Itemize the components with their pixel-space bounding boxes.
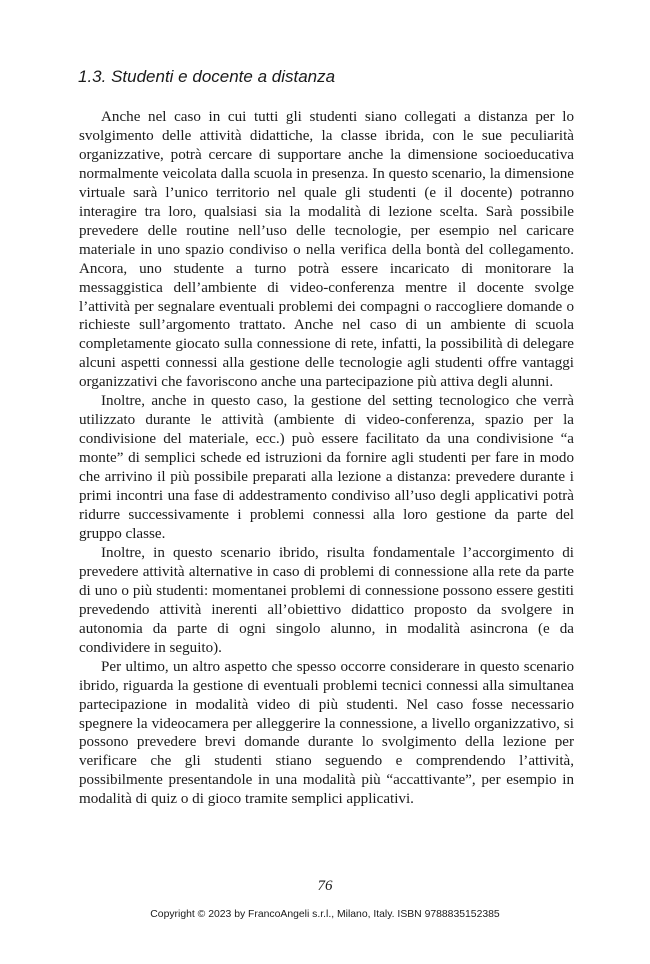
paragraph: Inoltre, anche in questo caso, la gestione del setting tecnologico che verrà utilizzato durante le attività (ambiente di video-conferenza, spazio per la condivisione del materiale, ecc.) può essere facilitato da una condivisione “a monte” di semplici schede ed istruzioni da fornire agli studenti per fare in modo che arrivino il più possibile preparati alla lezione a distanza: prevedere durante i primi incontri una fase di addestramento condiviso all’uso degli applicativi potrà ridurre successivamente i problemi connessi alla loro gestione da parte del gruppo classe. bbox=[79, 393, 574, 542]
paragraph: Inoltre, in questo scenario ibrido, risulta fondamentale l’accorgimento di prevedere attività alternative in caso di problemi di connessione alla rete da parte di uno o più studenti: momentanei problemi di connessione possono essere gestiti prevedendo attività inerenti all’obiettivo didattico proposto da svolgere in autonomia da parte di ogni singolo alunno, in modalità asincrona (e da condividere in seguito). bbox=[79, 544, 574, 656]
paragraph: Per ultimo, un altro aspetto che spesso occorre considerare in questo scenario ibrido, riguarda la gestione di eventuali problemi tecnici connessi alla simultanea partecipazione in modalità video di più studenti. Nel caso fosse necessario spegnere la videocamera per alleggerire la connessione, a livello organizzativo, si possono prevedere brevi domande durante lo svolgimento della lezione per verificare che gli studenti stiano seguendo e comprendendo l’attività, possibilmente presentandole in una modalità più “accattivante”, per esempio in modalità di quiz o di gioco tramite semplici applicativi. bbox=[79, 658, 574, 808]
body-text bbox=[79, 108, 574, 809]
section-heading: 1.3. Studenti e docente a distanza bbox=[78, 67, 336, 86]
page-number: 76 bbox=[317, 878, 333, 894]
copyright-notice: Copyright © 2023 by FrancoAngeli s.r.l., Milano, Italy. ISBN 9788835152385 bbox=[150, 909, 500, 920]
paragraph: Anche nel caso in cui tutti gli studenti siano collegati a distanza per lo svolgimento delle attività didattiche, la classe ibrida, con le sue peculiarità organizzative, potrà cercare di supportare anche la dimensione socioeducativa normalmente veicolata dalla scuola in presenza. In questo scenario, la dimensione virtuale sarà l’unico territorio nel quale gli studenti (e il docente) potranno interagire tra loro, qualsiasi sia la modalità di lezione scelta. Sarà possibile prevedere delle routine nell’uso delle tecnologie, per esempio nel caricare materiale in uno spazio condiviso o nella verifica della bontà del collegamento. Ancora, uno studente a turno potrà essere incaricato di monitorare la messaggistica dell’ambiente di video-conferenza mentre il docente svolge l’attività per segnalare eventuali problemi dei compagni o raccogliere domande o richieste sull’argomento trattato. Anche nel caso di un ambiente di scuola completamente giocato sulla connessione di rete, infatti, la possibilità di delegare alcuni aspetti connessi alla gestione delle tecnologie agli studenti offre vantaggi organizzativi che favoriscono anche una partecipazione più attiva degli alunni. bbox=[79, 109, 574, 391]
